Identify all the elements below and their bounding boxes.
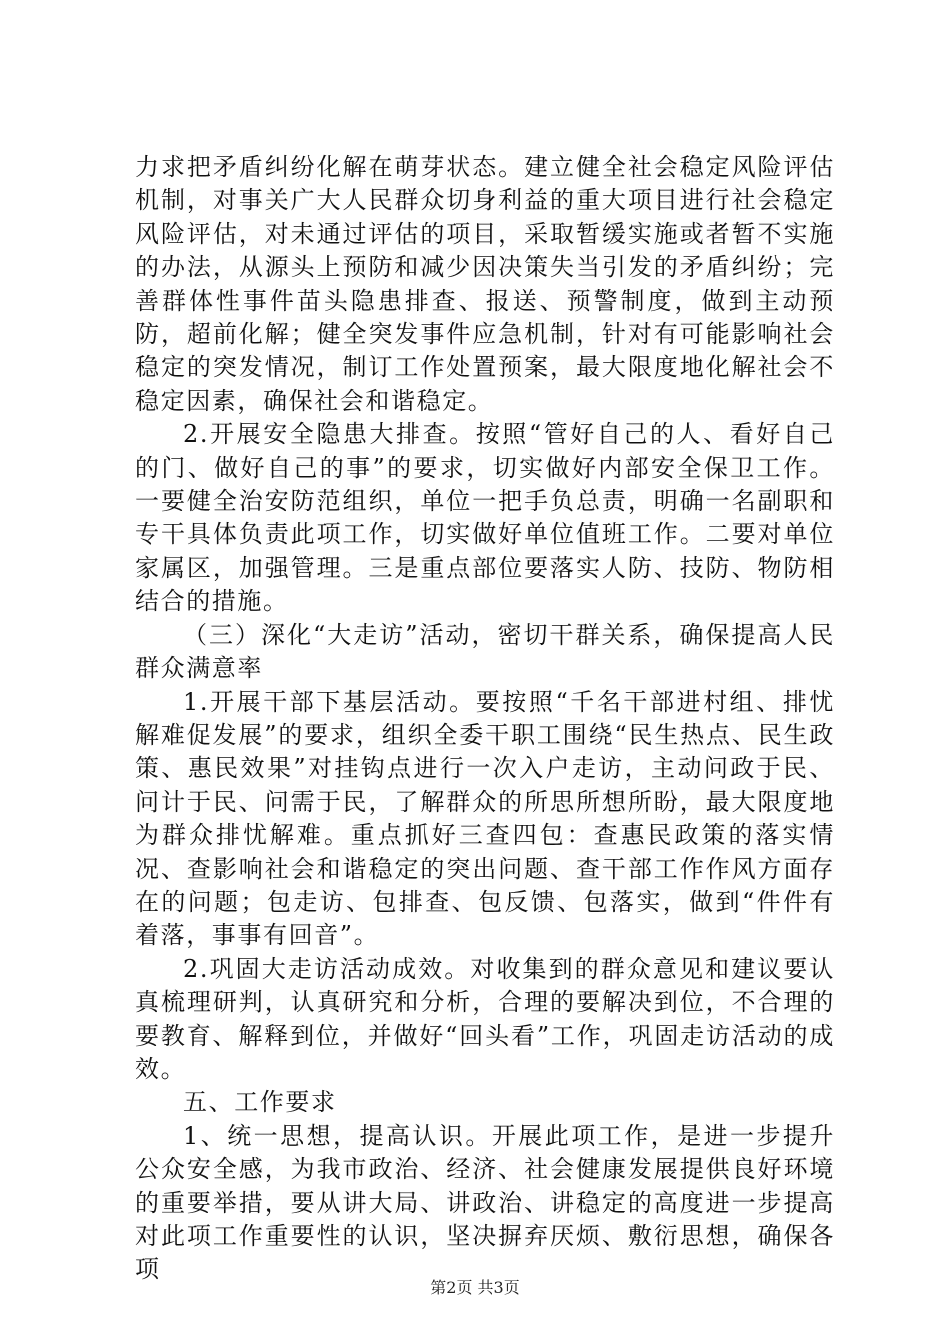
paragraph-unify-thinking: 1、统一思想，提高认识。开展此项工作，是进一步提升公众安全感，为我市政治、经济、社会健康发展提供良好环境的重要举措，要从讲大局、讲政治、讲稳定的高度进一步提高对此项工作重要性的认识，坚决摒弃厌烦、敷衍思想，确保各项 (135, 1121, 835, 1284)
document-body (135, 151, 835, 1287)
section-heading-visits: （三）深化“大走访”活动，密切干群关系，确保提高人民群众满意率 (135, 620, 835, 683)
paragraph-safety-inspection: 2.开展安全隐患大排查。按照“管好自己的人、看好自己的门、做好自己的事”的要求，切实做好内部安全保卫工作。一要健全治安防范组织，单位一把手负总责，明确一名副职和专干具体负责此项工作，切实做好单位值班工作。二要对单位家属区，加强管理。三是重点部位要落实人防、技防、物防相结合的措施。 (135, 420, 835, 616)
section-heading-requirements: 五、工作要求 (183, 1088, 337, 1117)
paragraph-cadre-visits: 1.开展干部下基层活动。要按照“千名干部进村组、排忧解难促发展”的要求，组织全委干职工围绕“民生热点、民生政策、惠民效果”对挂钩点进行一次入户走访，主动问政于民、问计于民、问需于民，了解群众的所思所想所盼，最大限度地为群众排忧解难。重点抓好三查四包：查惠民政策的落实情况、查影响社会和谐稳定的突出问题、查干部工作作风方面存在的问题；包走访、包排查、包反馈、包落实，做到“件件有着落，事事有回音”。 (135, 687, 835, 950)
page-footer: 第2页 共3页 (430, 1278, 520, 1297)
paragraph-consolidate-visits: 2.巩固大走访活动成效。对收集到的群众意见和建议要认真梳理研判，认真研究和分析，合理的要解决到位，不合理的要教育、解释到位，并做好“回头看”工作，巩固走访活动的成效。 (135, 954, 835, 1083)
paragraph-risk-assessment: 力求把矛盾纠纷化解在萌芽状态。建立健全社会稳定风险评估机制，对事关广大人民群众切身利益的重大项目进行社会稳定风险评估，对未通过评估的项目，采取暂缓实施或者暂不实施的办法，从源头上预防和减少因决策失当引发的矛盾纠纷；完善群体性事件苗头隐患排查、报送、预警制度，做到主动预防，超前化解；健全突发事件应急机制，针对有可能影响社会稳定的突发情况，制订工作处置预案，最大限度地化解社会不稳定因素，确保社会和谐稳定。 (135, 153, 835, 415)
